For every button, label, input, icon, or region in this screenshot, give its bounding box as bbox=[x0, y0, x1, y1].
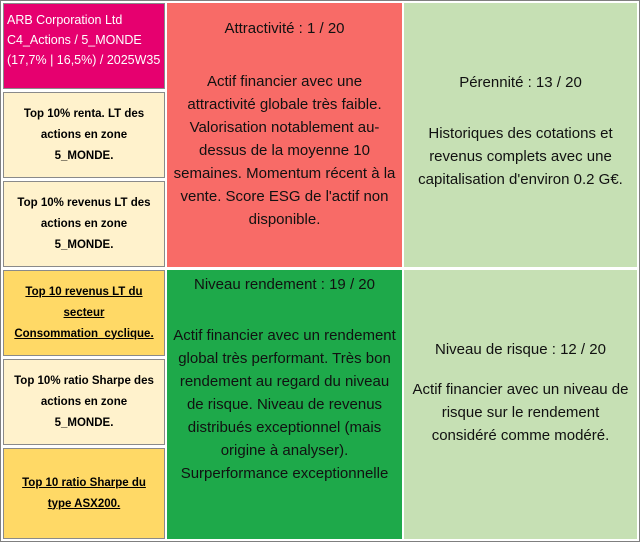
badge-text: Top 10% revenus LT des actions en zone 5_MONDE. bbox=[17, 196, 151, 251]
badge-revenus-secteur bbox=[3, 270, 165, 356]
score-rendement bbox=[167, 270, 402, 539]
badge-sharpe-zone bbox=[3, 359, 165, 445]
badge-text: Top 10 revenus LT du secteur Consommation_cyclique. bbox=[14, 285, 154, 340]
score-attractivite bbox=[167, 3, 402, 267]
badge-renta-lt bbox=[3, 92, 165, 178]
score-title: Attractivité : 1 / 20 bbox=[224, 20, 345, 37]
score-risque bbox=[404, 270, 637, 539]
score-title: Niveau rendement : 19 / 20 bbox=[194, 276, 375, 293]
asset-stats: (17,7% | 16,5%) / 2025W35 bbox=[7, 53, 161, 67]
score-title: Niveau de risque : 12 / 20 bbox=[435, 341, 606, 358]
badge-text: Top 10 ratio Sharpe du type ASX200. bbox=[22, 476, 146, 510]
score-description: Historiques des cotations et revenus complets avec une capitalisation d'environ 0.2 G€. bbox=[418, 125, 623, 188]
badge-text: Top 10% ratio Sharpe des actions en zone 5_MONDE. bbox=[14, 374, 154, 429]
badge-revenus-lt bbox=[3, 181, 165, 267]
asset-header bbox=[3, 3, 165, 89]
score-perennite bbox=[404, 3, 637, 267]
badge-sharpe-type bbox=[3, 448, 165, 539]
score-description: Actif financier avec un rendement global très performant. Très bon rendement au regard du niveau de risque. Niveau de revenus distribués exceptionnel (mais origine à analyser). Surperformance exceptionnelle bbox=[173, 327, 396, 482]
score-description: Actif financier avec une attractivité globale très faible. Valorisation notablement au-dessus de la moyenne 10 semaines. Momentum récent à la vente. Score ESG de l'actif non disponible. bbox=[173, 73, 396, 228]
asset-category: C4_Actions / 5_MONDE bbox=[7, 33, 142, 47]
score-description: Actif financier avec un niveau de risque sur le rendement considéré comme modéré. bbox=[412, 381, 629, 444]
score-title: Pérennité : 13 / 20 bbox=[459, 74, 582, 91]
badge-text: Top 10% renta. LT des actions en zone 5_MONDE. bbox=[23, 107, 145, 162]
company-name: ARB Corporation Ltd bbox=[7, 13, 123, 27]
